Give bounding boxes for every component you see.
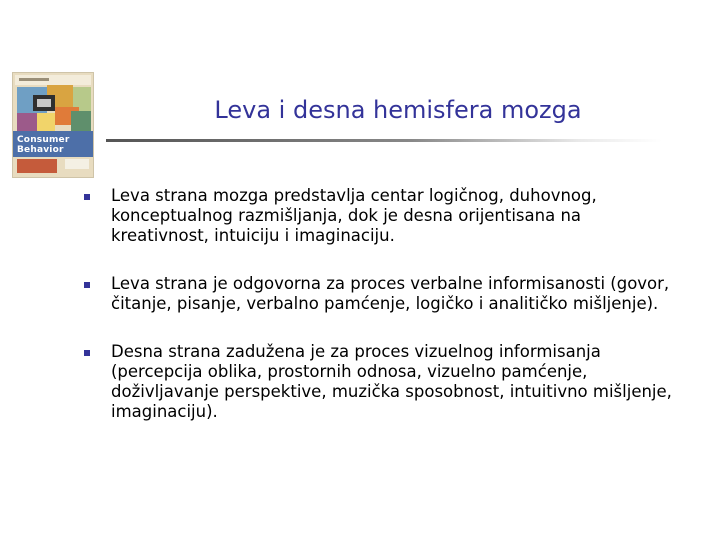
book-cover-art	[13, 73, 93, 177]
title-divider	[106, 139, 662, 142]
square-bullet-icon	[84, 282, 90, 288]
bullet-text: Desna strana zadužena je za proces vizuelnog informisanja (percepcija oblika, prostornih odnosa, vizuelno pamćenje, doživljavanje perspektive, muzička sposobnost, intuitivno mišljenje, imaginaciju).	[111, 342, 672, 421]
bullet-item	[84, 186, 684, 246]
bullet-item	[84, 342, 684, 422]
book-cover-title-line2: Behavior	[17, 145, 64, 155]
bullet-text: Leva strana je odgovorna za proces verbalne informisanosti (govor, čitanje, pisanje, verbalno pamćenje, logičko i analitičko mišljenje).	[111, 274, 670, 313]
book-cover-title	[17, 135, 89, 155]
book-cover-image	[12, 72, 94, 178]
bullet-item	[84, 274, 684, 314]
square-bullet-icon	[84, 350, 90, 356]
book-cover-title-line1: Consumer	[17, 135, 70, 145]
bullet-list	[84, 186, 684, 450]
bullet-text: Leva strana mozga predstavlja centar logičnog, duhovnog, konceptualnog razmišljanja, dok je desna orijentisana na kreativnost, intuiciju i imaginaciju.	[111, 186, 597, 245]
slide-title: Leva i desna hemisfera mozga	[214, 96, 582, 124]
square-bullet-icon	[84, 194, 90, 200]
